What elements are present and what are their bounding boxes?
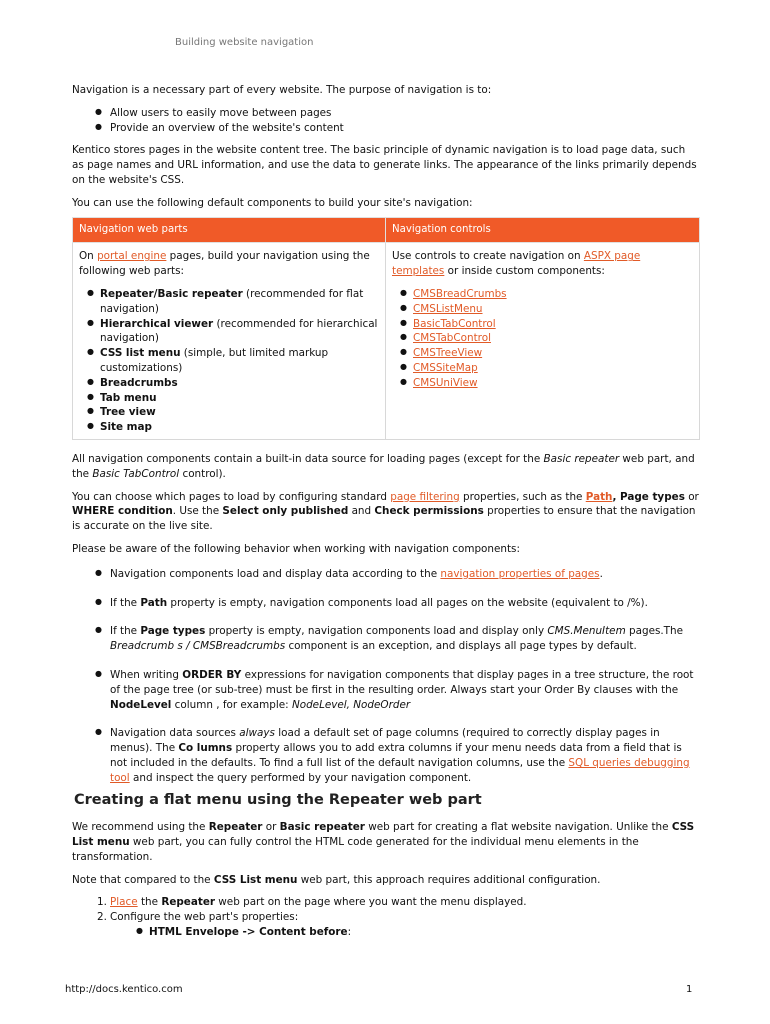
components-intro: You can use the following default components to build your site's navigation: (72, 196, 473, 209)
table-header-controls: Navigation controls (386, 217, 700, 243)
running-header: Building website navigation (175, 37, 314, 48)
list-item: ● Navigation data sources always load a default set of page columns (required to correctly display pages in menus). The Co lumns property allows you to add extra columns if your menu needs data from a field that is not included in the defaults. To find a full list of the default navigation columns, use the SQL queries debugging tool and inspect the query performed by your navigation component. (72, 726, 700, 785)
main-content (72, 83, 700, 940)
navigation-properties-link[interactable]: navigation properties of pages (440, 567, 600, 580)
place-link[interactable]: Place (110, 896, 138, 909)
list-item (392, 317, 693, 332)
kentico-paragraph: Kentico stores pages in the website content tree. The basic principle of dynamic navigation is to load page data, such as page names and URL information, and use the data to generate links. The appearance of the links primarily depends on the website's CSS. (72, 144, 697, 186)
sub-list-item: ● HTML Envelope -> Content before: (110, 925, 700, 940)
portal-engine-link[interactable]: portal engine (97, 250, 167, 263)
controls-list (392, 287, 693, 391)
note-paragraph: Note that compared to the CSS List menu web part, this approach requires additional configuration. (72, 873, 601, 886)
list-item: ● Navigation components load and display data according to the navigation properties of pages. (72, 567, 700, 582)
web-parts-list (79, 287, 379, 435)
list-item: ● CSS list menu (simple, but limited markup customizations) (79, 346, 379, 376)
purpose-list (72, 106, 700, 136)
sql-debug-link[interactable]: SQL queries debugging tool (110, 756, 690, 784)
list-item (392, 287, 693, 302)
list-item: 1. Place the Repeater web part on the page where you want the menu displayed. (97, 896, 527, 909)
list-item: ● Breadcrumbs (79, 376, 379, 391)
list-item (392, 331, 693, 346)
list-item: ● Hierarchical viewer (recommended for hierarchical navigation) (79, 317, 379, 347)
controls-cell: Use controls to create navigation on ASPX page templates or inside custom components: ● CMSBreadCrumbs ● CMSListMenu ● BasicTabControl ● CMSTabControl ● CMSTreeView ● CMSSiteMap ● CMSUniView (386, 243, 700, 440)
list-item (392, 376, 693, 391)
control-link[interactable]: CMSUniView (413, 376, 478, 389)
list-item: ● Repeater/Basic repeater (recommended for flat navigation) (79, 287, 379, 317)
list-item: 2. Configure the web part's properties: ● HTML Envelope -> Content before: (72, 910, 700, 940)
list-item: ● Site map (79, 420, 379, 435)
list-item: ● If the Path property is empty, navigation components load all pages on the website (equivalent to /%). (72, 596, 700, 611)
section-heading: Creating a flat menu using the Repeater web part (74, 792, 482, 809)
web-parts-cell: On portal engine pages, build your navigation using the following web parts: ● Repeater/Basic repeater (recommended for flat navigation) ● Hierarchical viewer (recommended for hierarchical navigation) ● CSS list menu (simple, but limited markup customizations) ● Breadcrumbs ● Tab menu ● Tree view ● Site map (73, 243, 386, 440)
list-item (392, 302, 693, 317)
path-link[interactable]: Path (585, 490, 613, 503)
behavior-intro: Please be aware of the following behavior when working with navigation components: (72, 542, 520, 555)
filter-paragraph: You can choose which pages to load by configuring standard page filtering properties, such as the Path, Page types or WHERE condition. Use the Select only published and Check permissions properties to ensure that the navigation is accurate on the live site. (72, 490, 699, 533)
control-link[interactable]: CMSSiteMap (413, 361, 478, 374)
list-item: ● If the Page types property is empty, navigation components load and display only CMS.MenuItem pages.The Breadcrumb s / CMSBreadcrumbs component is an exception, and displays all page types by default. (72, 624, 700, 654)
control-link[interactable]: BasicTabControl (413, 317, 496, 330)
table-header-web-parts: Navigation web parts (73, 217, 386, 243)
page-number: 1 (686, 984, 693, 995)
footer-url: http://docs.kentico.com (65, 984, 183, 995)
steps-list (72, 895, 700, 939)
control-link[interactable]: CMSTreeView (413, 347, 483, 360)
repeater-paragraph: We recommend using the Repeater or Basic repeater web part for creating a flat website navigation. Unlike the CSS List menu web part, you can fully control the HTML code generated for the individual menu elements in the transformation. (72, 821, 695, 863)
list-item: ● When writing ORDER BY expressions for navigation components that display pages in a tree structure, the root of the page tree (or sub-tree) must be first in the resulting order. Always start your Order By clauses with the NodeLevel column , for example: NodeLevel, NodeOrder (72, 668, 700, 712)
list-item: ● Allow users to easily move between pages (72, 106, 700, 121)
aspx-templates-link[interactable]: ASPX page templates (392, 250, 641, 278)
list-item: ● Tab menu (79, 391, 379, 406)
behavior-list (72, 567, 700, 786)
control-link[interactable]: CMSBreadCrumbs (413, 287, 507, 300)
intro-paragraph: Navigation is a necessary part of every website. The purpose of navigation is to: (72, 84, 492, 96)
navigation-components-table (72, 217, 700, 440)
control-link[interactable]: CMSTabControl (413, 332, 491, 345)
list-item (392, 361, 693, 376)
control-link[interactable]: CMSListMenu (413, 302, 483, 315)
datasource-paragraph: All navigation components contain a built-in data source for loading pages (except for the Basic repeater web part, and the Basic TabControl control). (72, 452, 695, 480)
list-item (392, 346, 693, 361)
list-item: ● Tree view (79, 405, 379, 420)
page-filtering-link[interactable]: page filtering (390, 490, 460, 503)
list-item: ● Provide an overview of the website's content (72, 121, 700, 136)
